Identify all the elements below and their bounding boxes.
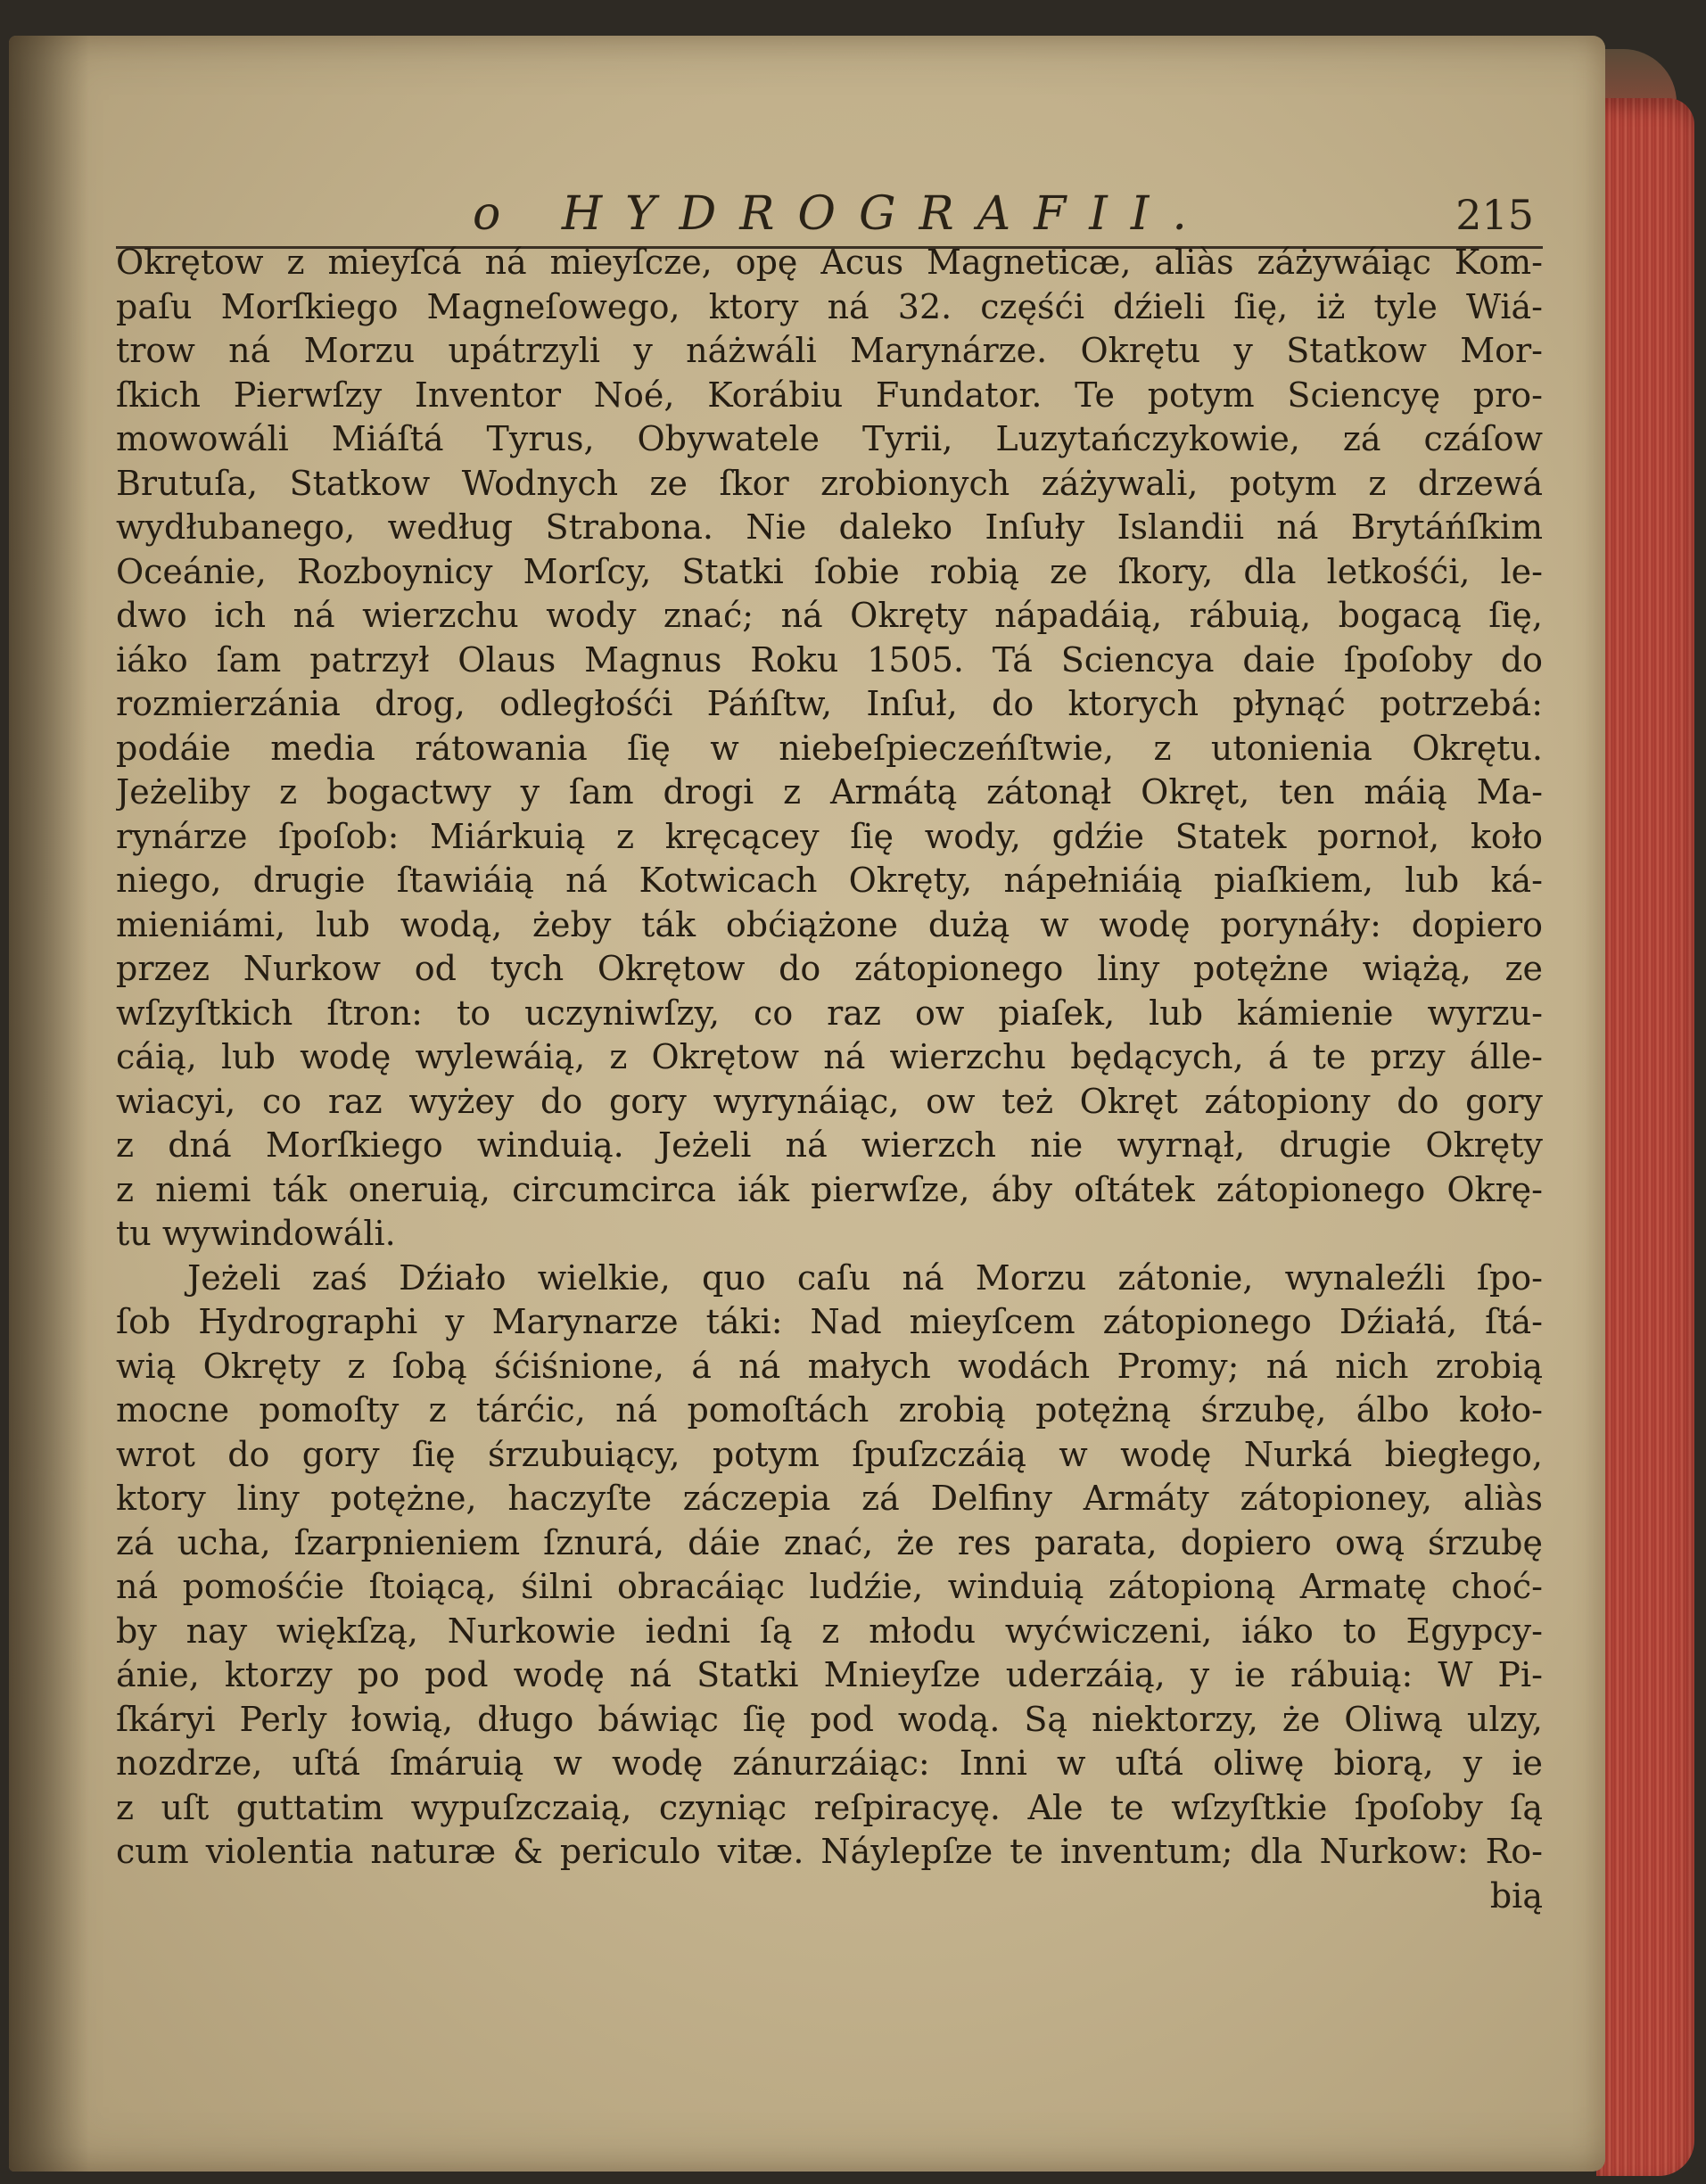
gutter-shadow — [9, 36, 89, 2172]
text-line: niego, drugie ſtawiáią ná Kotwicach Okręty, nápełniáią piaſkiem, lub ká- — [116, 861, 1543, 900]
text-line: z dná Morſkiego winduią. Jeżeli ná wierzch nie wyrnął, drugie Okręty — [116, 1125, 1543, 1165]
text-line: Okrętow z mieyſcá ná mieyſcze, opę Acus Magneticæ, aliàs záżywáiąc Kom- — [116, 243, 1543, 282]
red-page-edges — [1596, 98, 1694, 2176]
text-line: przez Nurkow od tych Okrętow do zátopionego liny potężne wiążą, ze — [116, 949, 1543, 988]
text-line: trow ná Morzu upátrzyli y náżwáli Marynárze. Okrętu y Statkow Mor- — [116, 331, 1543, 370]
text-line: z uſt guttatim wypuſzczaią, czyniąc reſpiracyę. Ale te wſzyſtkie ſpoſoby ſą — [116, 1787, 1543, 1827]
text-line: mocne pomoſty z tárćic, ná pomoſtách zrobią potężną śrzubę, álbo koło- — [116, 1390, 1543, 1430]
text-line: ktory liny potężne, haczyſte záczepia zá Delfiny Armáty zátopioney, aliàs — [116, 1479, 1543, 1518]
text-line: dwo ich ná wierzchu wody znać; ná Okręty nápadáią, rábuią, bogacą ſię, — [116, 596, 1543, 635]
text-line: Oceánie, Rozboynicy Morſcy, Statki ſobie robią ze ſkory, dla letkośći, le- — [116, 551, 1543, 591]
page-header — [116, 178, 1543, 250]
paragraph-1 — [116, 241, 1543, 1257]
catchword: bią — [1489, 1875, 1543, 1916]
text-line: ſkáryi Perly łowią, długo báwiąc ſię pod wodą. Są niektorzy, że Oliwą ulzy, — [116, 1699, 1543, 1739]
text-line: cum violentia naturæ & periculo vitæ. Náylepſze te inventum; dla Nurkow: Ro- — [116, 1832, 1543, 1871]
text-line: Jeżeli zaś Dźiało wielkie, quo caſu ná Morzu zátonie, wynaleźli ſpo- — [187, 1257, 1543, 1298]
page-body — [116, 241, 1543, 1918]
running-head: o HYDROGRAFII. — [473, 187, 1210, 241]
text-line: nozdrze, uſtá ſmáruią w wodę zánurzáiąc: Inni w uſtá oliwę biorą, y ie — [116, 1743, 1543, 1783]
text-line: wſzyſtkich ſtron: to uczyniwſzy, co raz ow piaſek, lub kámienie wyrzu- — [116, 993, 1543, 1033]
text-line: z niemi ták oneruią, circumcirca iák pierwſze, áby oſtátek zátopionego Okrę- — [116, 1169, 1543, 1209]
text-line: ánie, ktorzy po pod wodę ná Statki Mnieyſze uderzáią, y ie rábuią: W Pi- — [116, 1655, 1543, 1694]
text-line: mieniámi, lub wodą, żeby ták obćiążone dużą w wodę porynáły: dopiero — [116, 904, 1543, 944]
text-line: podáie media rátowania ſię w niebeſpieczeńſtwie, z utonienia Okrętu. — [116, 728, 1543, 768]
text-line: tu wywindowáli. — [116, 1214, 396, 1253]
text-line: Brutuſa, Statkow Wodnych ze ſkor zrobionych záżywali, potym z drzewá — [116, 463, 1543, 503]
text-line: ná pomośćie ſtoiącą, śilni obracáiąc ludźie, winduią zátopioną Armatę choć- — [116, 1567, 1543, 1606]
text-line: wrot do gory ſię śrzubuiący, potym ſpuſzczáią w wodę Nurká biegłego, — [116, 1434, 1543, 1474]
text-line: rynárze ſpoſob: Miárkuią z kręcącey ſię wody, gdźie Statek pornoł, koło — [116, 816, 1543, 856]
text-line: zá ucha, ſzarpnieniem ſznurá, dáie znać, że res parata, dopiero ową śrzubę — [116, 1522, 1543, 1562]
text-line: cáią, lub wodę wylewáią, z Okrętow ná wierzchu będących, á te przy álle- — [116, 1037, 1543, 1076]
text-line: ſkich Pierwſzy Inventor Noé, Korábiu Fundator. Te potym Sciencyę pro- — [116, 375, 1543, 415]
text-line: ſob Hydrographi y Marynarze táki: Nad mieyſcem zátopionego Dźiałá, ſtá- — [116, 1302, 1543, 1341]
text-line: Jeżeliby z bogactwy y ſam drogi z Armátą zátonął Okręt, ten máią Ma- — [116, 772, 1543, 812]
text-line: iáko ſam patrzył Olaus Magnus Roku 1505. Tá Sciencya daie ſpoſoby do — [116, 639, 1543, 680]
text-line: wiacyi, co raz wyżey do gory wyrynáiąc, ow też Okręt zátopiony do gory — [116, 1081, 1543, 1121]
page-number: 215 — [1455, 191, 1534, 239]
text-line: wydłubanego, według Strabona. Nie daleko Inſuły Islandii ná Brytáńſkim — [116, 507, 1543, 547]
text-line: by nay więkſzą, Nurkowie iedni ſą z młodu wyćwiczeni, iáko to Egypcy- — [116, 1611, 1543, 1651]
text-line: mowowáli Miáſtá Tyrus, Obywatele Tyrii, Luzytańczykowie, zá czáſow — [116, 419, 1543, 458]
paragraph-2 — [116, 1257, 1543, 1875]
text-line: wią Okręty z ſobą śćiśnione, á ná małych wodách Promy; ná nich zrobią — [116, 1346, 1543, 1386]
text-line: rozmierzánia drog, odległośći Páńſtw, Inſuł, do ktorych płynąć potrzebá: — [116, 684, 1543, 723]
text-line: paſu Morſkiego Magneſowego, ktory ná 32. częśći dźieli ſię, iż tyle Wiá- — [116, 286, 1543, 326]
